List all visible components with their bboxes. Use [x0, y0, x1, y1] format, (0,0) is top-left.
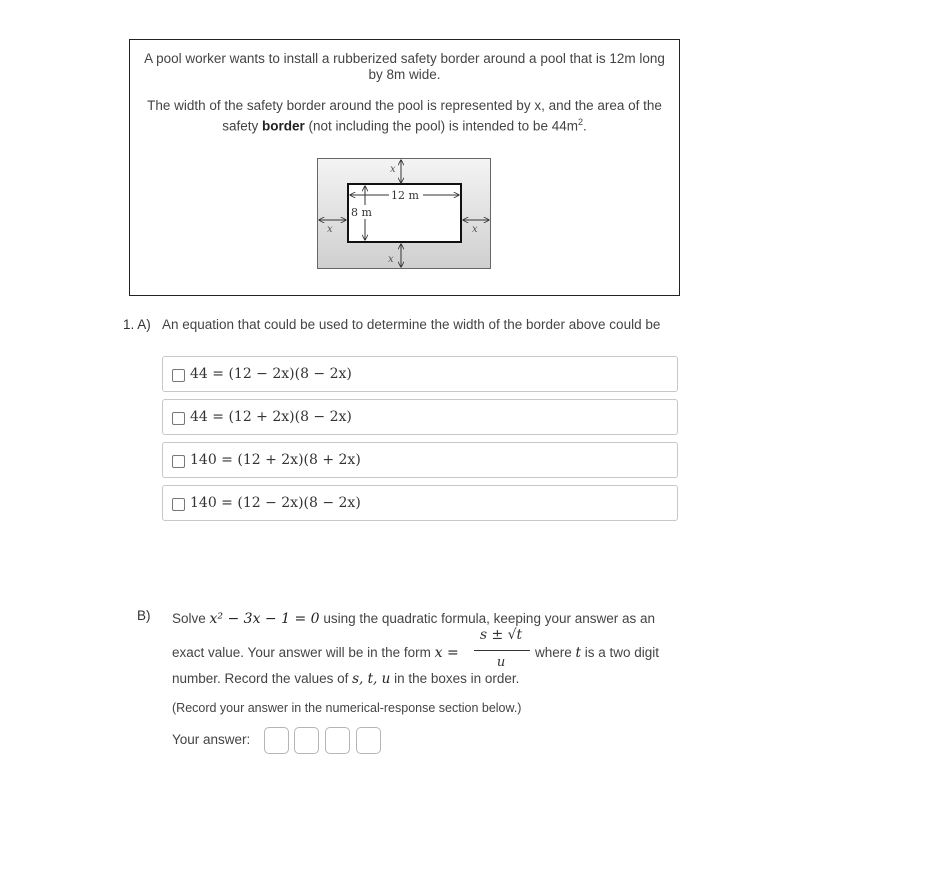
answer-label: Your answer: [172, 732, 251, 747]
label-x-right: x [472, 224, 478, 235]
option-1-text: 44 = (12 − 2x)(8 − 2x) [190, 366, 352, 382]
option-2[interactable] [162, 399, 678, 435]
label-x-top: x [390, 164, 396, 175]
option-1[interactable] [162, 356, 678, 392]
fraction-bar [474, 650, 530, 651]
pool-diagram [317, 158, 491, 270]
option-4-text: 140 = (12 − 2x)(8 − 2x) [190, 495, 361, 511]
checkbox[interactable] [172, 498, 185, 511]
checkbox[interactable] [172, 455, 185, 468]
answer-box-2[interactable] [294, 727, 319, 754]
question-b-line-2-end: where t is a two digit [535, 645, 660, 661]
checkbox[interactable] [172, 369, 185, 382]
option-4[interactable] [162, 485, 678, 521]
quadratic-form-fraction [472, 627, 530, 671]
stimulus-paragraph-1: A pool worker wants to install a rubberized safety border around a pool that is 12m long by 8m wide. [144, 51, 665, 82]
question-a-label: 1. A) [123, 317, 151, 332]
question-b-label: B) [137, 608, 151, 623]
fraction-denominator: u [496, 655, 506, 670]
stimulus-paragraph-2: The width of the safety border around the pool is represented by x, and the area of the safety border (not including the pool) is intended to be $44m^2$. [147, 98, 662, 134]
option-3[interactable] [162, 442, 678, 478]
question-a-prompt: An equation that could be used to determine the width of the border above could be [162, 317, 661, 332]
label-width: 8 m [351, 206, 372, 219]
label-x-left: x [327, 224, 333, 235]
question-b-note: (Record your answer in the numerical-response section below.) [172, 701, 522, 715]
option-3-text: 140 = (12 + 2x)(8 + 2x) [190, 452, 361, 468]
fraction-numerator: s ± √t [479, 627, 523, 643]
label-x-bottom: x [388, 254, 394, 265]
stimulus-panel [129, 39, 680, 296]
question-b-line-1: Solve x² − 3x − 1 = 0 using the quadratic formula, keeping your answer as an [172, 611, 656, 627]
question-b-line-2: exact value. Your answer will be in the form x = [172, 645, 459, 661]
label-length: 12 m [391, 189, 419, 202]
answer-box-1[interactable] [264, 727, 289, 754]
answer-box-4[interactable] [356, 727, 381, 754]
answer-box-3[interactable] [325, 727, 350, 754]
option-2-text: 44 = (12 + 2x)(8 − 2x) [190, 409, 352, 425]
question-b-line-3: number. Record the values of s, t, u in the boxes in order. [172, 671, 520, 687]
checkbox[interactable] [172, 412, 185, 425]
